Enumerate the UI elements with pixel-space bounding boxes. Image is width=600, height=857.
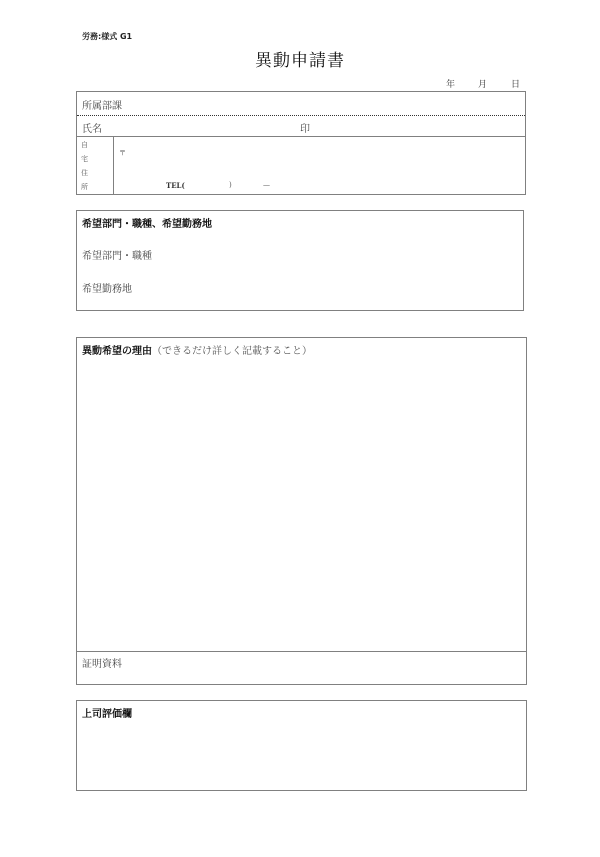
- tel-dash: —: [263, 181, 270, 189]
- name-field[interactable]: [112, 117, 292, 135]
- page-title: 異動申請書: [255, 51, 345, 71]
- request-heading: 希望部門・職種、希望勤務地: [82, 219, 212, 230]
- form-code: 労務:様式 G1: [82, 32, 133, 41]
- reason-box: [76, 337, 527, 685]
- tel-area-code-field[interactable]: [189, 178, 225, 190]
- evidence-label: 証明資料: [82, 659, 122, 670]
- date-year-label: 年: [446, 80, 456, 90]
- postal-mark-icon: 〒: [119, 149, 126, 157]
- location-label: 希望勤務地: [82, 284, 132, 295]
- supervisor-evaluation-field[interactable]: [81, 723, 522, 786]
- evidence-field[interactable]: [137, 653, 522, 681]
- request-box: [76, 210, 524, 311]
- address-label-char-3: 住: [81, 169, 88, 177]
- supervisor-box: [76, 700, 527, 791]
- location-field[interactable]: [152, 276, 519, 296]
- department-label: 所属部課: [82, 101, 122, 112]
- supervisor-heading: 上司評価欄: [82, 709, 132, 720]
- tel-label: TEL(: [166, 181, 185, 190]
- address-label-char-1: 自: [81, 141, 88, 149]
- reason-field[interactable]: [81, 360, 522, 646]
- reason-note: （できるだけ詳しく記載すること）: [152, 346, 312, 357]
- dotted-divider: [77, 115, 525, 116]
- dept-job-label: 希望部門・職種: [82, 251, 152, 262]
- address-label-divider: [113, 136, 114, 194]
- date-day-label: 日: [511, 80, 521, 90]
- reason-heading: [82, 342, 312, 357]
- address-area: [77, 136, 525, 194]
- dept-job-field[interactable]: [167, 243, 519, 263]
- name-label: 氏名: [82, 124, 102, 135]
- address-label-char-4: 所: [81, 183, 88, 191]
- tel-close-paren: ): [229, 181, 232, 189]
- seal-label: 印: [300, 124, 310, 135]
- divider: [77, 651, 526, 652]
- date-month-label: 月: [478, 80, 488, 90]
- address-label-char-2: 宅: [81, 155, 88, 163]
- reason-heading-text: 異動希望の理由: [82, 346, 152, 357]
- address-field[interactable]: [129, 142, 521, 166]
- applicant-info-box: [76, 91, 526, 195]
- department-field[interactable]: [137, 94, 523, 112]
